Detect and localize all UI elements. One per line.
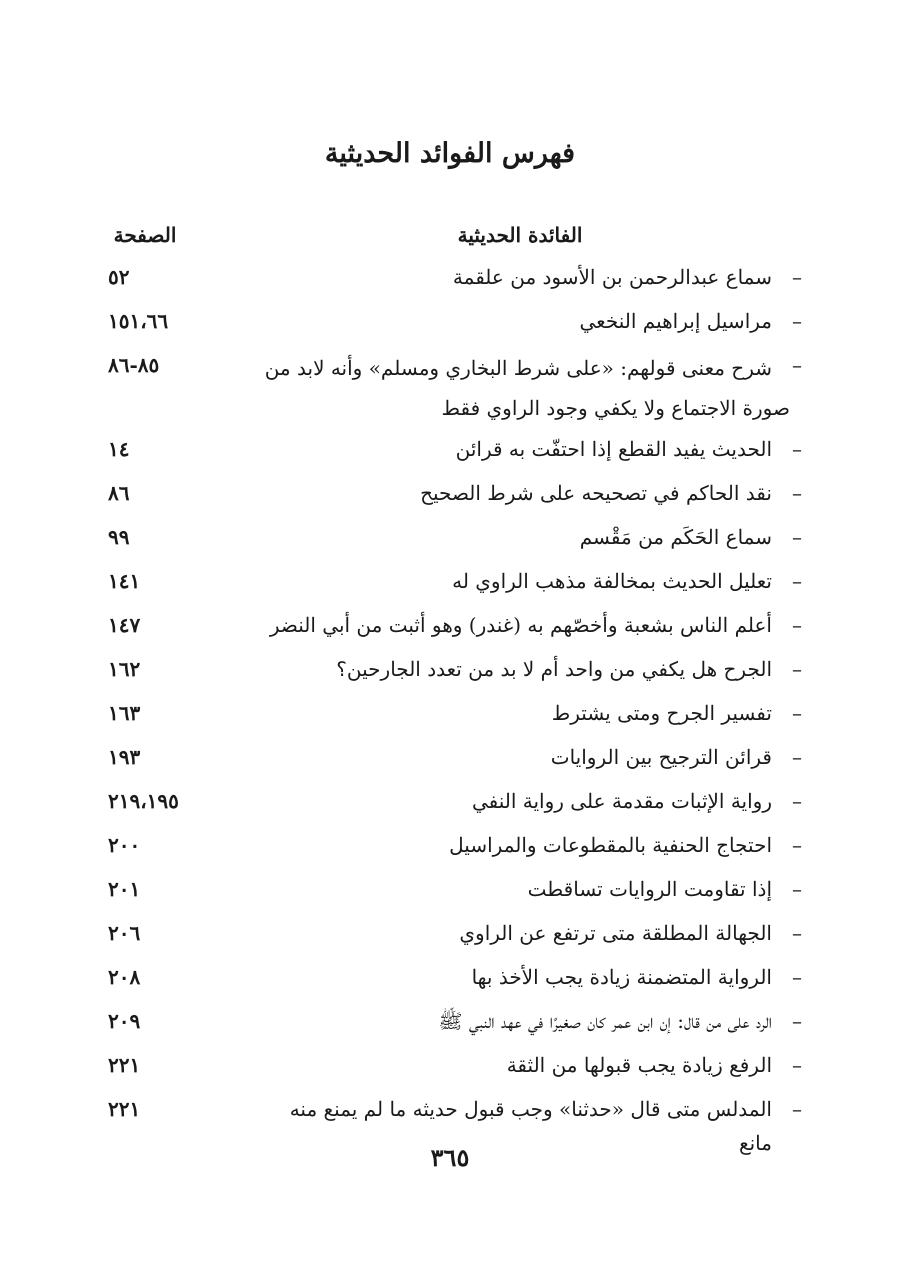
entry-text: الجهالة المطلقة متى ترتفع عن الراوي bbox=[459, 921, 772, 945]
entry-text: قرائن الترجيح بين الروايات bbox=[550, 745, 772, 769]
entry-pages: ٥٢ bbox=[108, 265, 130, 289]
index-entry bbox=[0, 734, 900, 778]
entry-pages: ١٦٢ bbox=[108, 657, 141, 681]
entry-pages: ١٥١،٦٦ bbox=[108, 309, 169, 333]
index-entry bbox=[0, 998, 900, 1042]
index-entry bbox=[0, 426, 900, 470]
entry-pages: ١٦٣ bbox=[108, 701, 141, 725]
entry-pages: ٢٠٦ bbox=[108, 921, 141, 945]
entry-dash: – bbox=[792, 789, 802, 813]
entry-pages: ٢٠٠ bbox=[108, 833, 141, 857]
index-entry bbox=[0, 646, 900, 690]
index-entry bbox=[0, 1042, 900, 1086]
entry-text: تعليل الحديث بمخالفة مذهب الراوي له bbox=[452, 569, 772, 593]
entry-dash: – bbox=[792, 833, 802, 857]
entry-dash: – bbox=[792, 1009, 802, 1033]
page-column-header: الصفحة bbox=[113, 223, 177, 247]
entry-dash: – bbox=[792, 613, 802, 637]
entry-pages: ٨٥-٨٦ bbox=[108, 353, 160, 377]
index-entry bbox=[0, 602, 900, 646]
entry-dash: – bbox=[792, 701, 802, 725]
entry-dash: – bbox=[792, 265, 802, 289]
index-entry bbox=[0, 1086, 900, 1155]
entry-dash: – bbox=[792, 745, 802, 769]
index-entry bbox=[0, 954, 900, 998]
entry-pages: ٢٠٨ bbox=[108, 965, 141, 989]
index-entry bbox=[0, 690, 900, 734]
entry-text: المدلس متى قال «حدثنا» وجب قبول حديثه ما لم يمنع منه مانع bbox=[289, 1097, 772, 1155]
entry-text: الحديث يفيد القطع إذا احتفّت به قرائن bbox=[455, 437, 772, 461]
entry-text: رواية الإثبات مقدمة على رواية النفي bbox=[471, 789, 772, 813]
entry-dash: – bbox=[792, 481, 802, 505]
entry-dash: – bbox=[792, 877, 802, 901]
entry-text: أعلم الناس بشعبة وأخصّهم به (غندر) وهو أثبت من أبي النضر bbox=[269, 613, 772, 637]
entry-dash: – bbox=[792, 525, 802, 549]
entry-text: الرواية المتضمنة زيادة يجب الأخذ بها bbox=[471, 965, 772, 989]
index-entry bbox=[0, 470, 900, 514]
entry-text: الجرح هل يكفي من واحد أم لا بد من تعدد الجارحين؟ bbox=[336, 657, 772, 681]
entry-pages: ٨٦ bbox=[108, 481, 130, 505]
entry-dash: – bbox=[792, 965, 802, 989]
page-title: فهرس الفوائد الحديثية bbox=[324, 138, 576, 169]
topic-column-header: الفائدة الحديثية bbox=[457, 223, 583, 247]
entry-dash: – bbox=[792, 437, 802, 461]
index-entry bbox=[0, 910, 900, 954]
entry-text: تفسير الجرح ومتى يشترط bbox=[551, 701, 772, 725]
index-entries bbox=[0, 254, 900, 1155]
index-entry bbox=[0, 298, 900, 342]
entry-text: احتجاج الحنفية بالمقطوعات والمراسيل bbox=[449, 833, 772, 857]
entry-dash: – bbox=[792, 1097, 802, 1121]
entry-text: سماع عبدالرحمن بن الأسود من علقمة bbox=[452, 265, 772, 289]
entry-pages: ١٤٧ bbox=[108, 613, 141, 637]
index-entry bbox=[0, 822, 900, 866]
index-entry bbox=[0, 866, 900, 910]
entry-text: مراسيل إبراهيم النخعي bbox=[579, 309, 772, 333]
entry-pages: ٢٢١ bbox=[108, 1053, 141, 1077]
entry-pages: ٢٠٩ bbox=[108, 1009, 141, 1033]
entry-text: الرد على من قال: إن ابن عمر كان صغيرًا في عهد النبي ﷺ bbox=[438, 1009, 772, 1033]
entry-text: شرح معنى قولهم: «على شرط البخاري ومسلم» وأنه لابد من صورة الاجتماع ولا يكفي وجود الراوي فقط bbox=[264, 356, 790, 420]
index-entry bbox=[0, 254, 900, 298]
entry-text: الرفع زيادة يجب قبولها من الثقة bbox=[506, 1053, 772, 1077]
index-entry bbox=[0, 514, 900, 558]
entry-dash: – bbox=[792, 353, 802, 377]
entry-pages: ٩٩ bbox=[108, 525, 130, 549]
entry-text: إذا تقاومت الروايات تساقطت bbox=[527, 877, 772, 901]
entry-pages: ٢٠١ bbox=[108, 877, 141, 901]
entry-dash: – bbox=[792, 921, 802, 945]
entry-pages: ١٩٣ bbox=[108, 745, 141, 769]
entry-dash: – bbox=[792, 1053, 802, 1077]
entry-pages: ١٤ bbox=[108, 437, 130, 461]
page-number: ٣٦٥ bbox=[430, 1143, 470, 1172]
entry-text: سماع الحَكَم من مَقْسم bbox=[579, 525, 772, 549]
index-entry bbox=[0, 778, 900, 822]
index-entry bbox=[0, 342, 900, 426]
entry-dash: – bbox=[792, 569, 802, 593]
entry-pages: ٢١٩،١٩٥ bbox=[108, 789, 179, 813]
entry-dash: – bbox=[792, 309, 802, 333]
index-entry bbox=[0, 558, 900, 602]
entry-pages: ٢٢١ bbox=[108, 1097, 141, 1121]
entry-text: نقد الحاكم في تصحيحه على شرط الصحيح bbox=[420, 481, 772, 505]
entry-dash: – bbox=[792, 657, 802, 681]
entry-pages: ١٤١ bbox=[108, 569, 141, 593]
